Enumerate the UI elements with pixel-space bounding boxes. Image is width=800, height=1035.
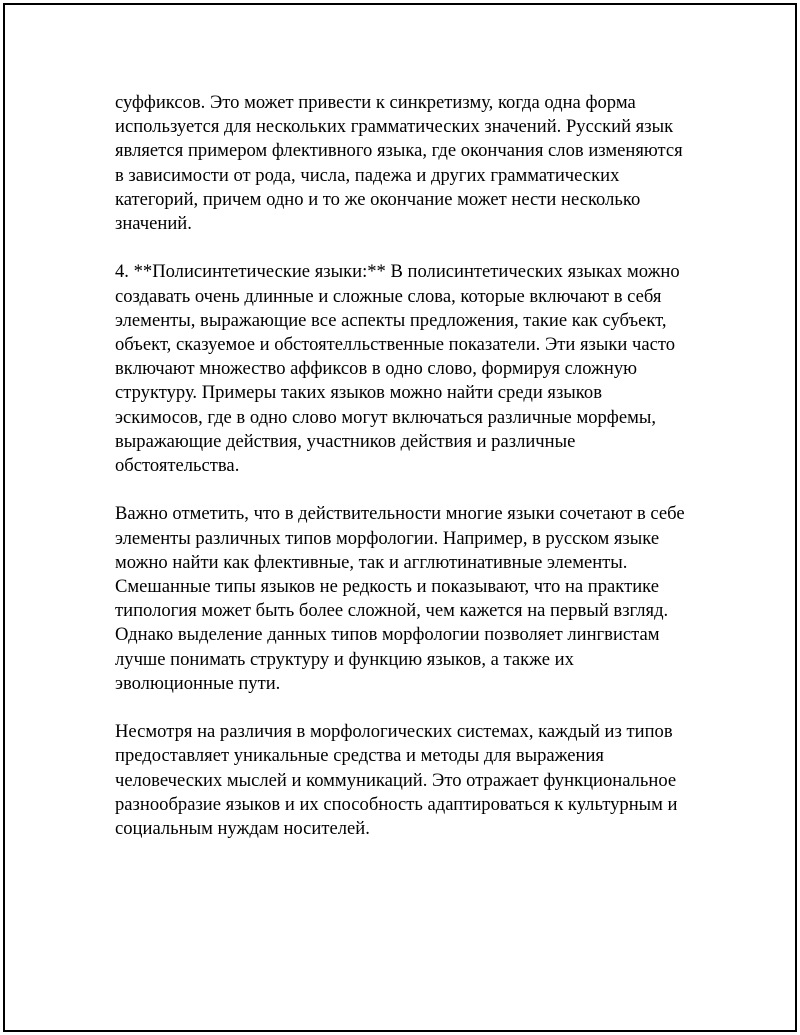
text-line: предоставляет уникальные средства и методы для выражения: [115, 745, 604, 767]
text-line: 4. **Полисинтетические языки:** В полисинтетических языках можно: [115, 261, 680, 283]
document-body: [115, 91, 695, 865]
paragraph: [115, 260, 695, 478]
text-line: Несмотря на различия в морфологических системах, каждый из типов: [115, 721, 673, 743]
paragraph: [115, 91, 695, 236]
text-line: является примером флективного языка, где окончания слов изменяются: [115, 140, 683, 162]
paragraph: [115, 720, 695, 841]
text-line: в зависимости от рода, числа, падежа и других грамматических: [115, 164, 620, 186]
text-line: социальным нуждам носителей.: [115, 818, 370, 840]
text-line: создавать очень длинные и сложные слова, которые включают в себя: [115, 285, 662, 307]
text-line: эскимосов, где в одно слово могут включаться различные морфемы,: [115, 406, 657, 428]
text-line: категорий, причем одно и то же окончание может нести несколько: [115, 188, 641, 210]
text-line: Смешанные типы языков не редкость и показывают, что на практике: [115, 576, 659, 598]
text-line: Важно отметить, что в действительности многие языки сочетают в себе: [115, 503, 685, 525]
text-line: человеческих мыслей и коммуникаций. Это отражает функциональное: [115, 769, 677, 791]
text-line: лучше понимать структуру и функцию языков, а также их: [115, 648, 574, 670]
text-line: значений.: [115, 213, 192, 235]
text-line: можно найти как флективные, так и агглютинативные элементы.: [115, 551, 628, 573]
text-line: структуру. Примеры таких языков можно найти среди языков: [115, 382, 602, 404]
text-line: разнообразие языков и их способность адаптироваться к культурным и: [115, 793, 678, 815]
text-line: Однако выделение данных типов морфологии позволяет лингвистам: [115, 624, 660, 646]
text-line: элементы, выражающие все аспекты предложения, такие как субъект,: [115, 309, 667, 331]
paragraph: [115, 502, 695, 696]
text-line: типология может быть более сложной, чем кажется на первый взгляд.: [115, 600, 669, 622]
text-line: обстоятельства.: [115, 455, 240, 477]
text-line: эволюционные пути.: [115, 672, 281, 694]
text-line: объект, сказуемое и обстоятелльственные показатели. Эти языки часто: [115, 334, 676, 356]
text-line: включают множество аффиксов в одно слово, формируя сложную: [115, 358, 638, 380]
text-line: элементы различных типов морфологии. Например, в русском языке: [115, 527, 660, 549]
text-line: суффиксов. Это может привести к синкретизму, когда одна форма: [115, 92, 636, 113]
text-line: выражающие действия, участников действия и различные: [115, 430, 576, 452]
text-line: используется для нескольких грамматических значений. Русский язык: [115, 116, 674, 138]
